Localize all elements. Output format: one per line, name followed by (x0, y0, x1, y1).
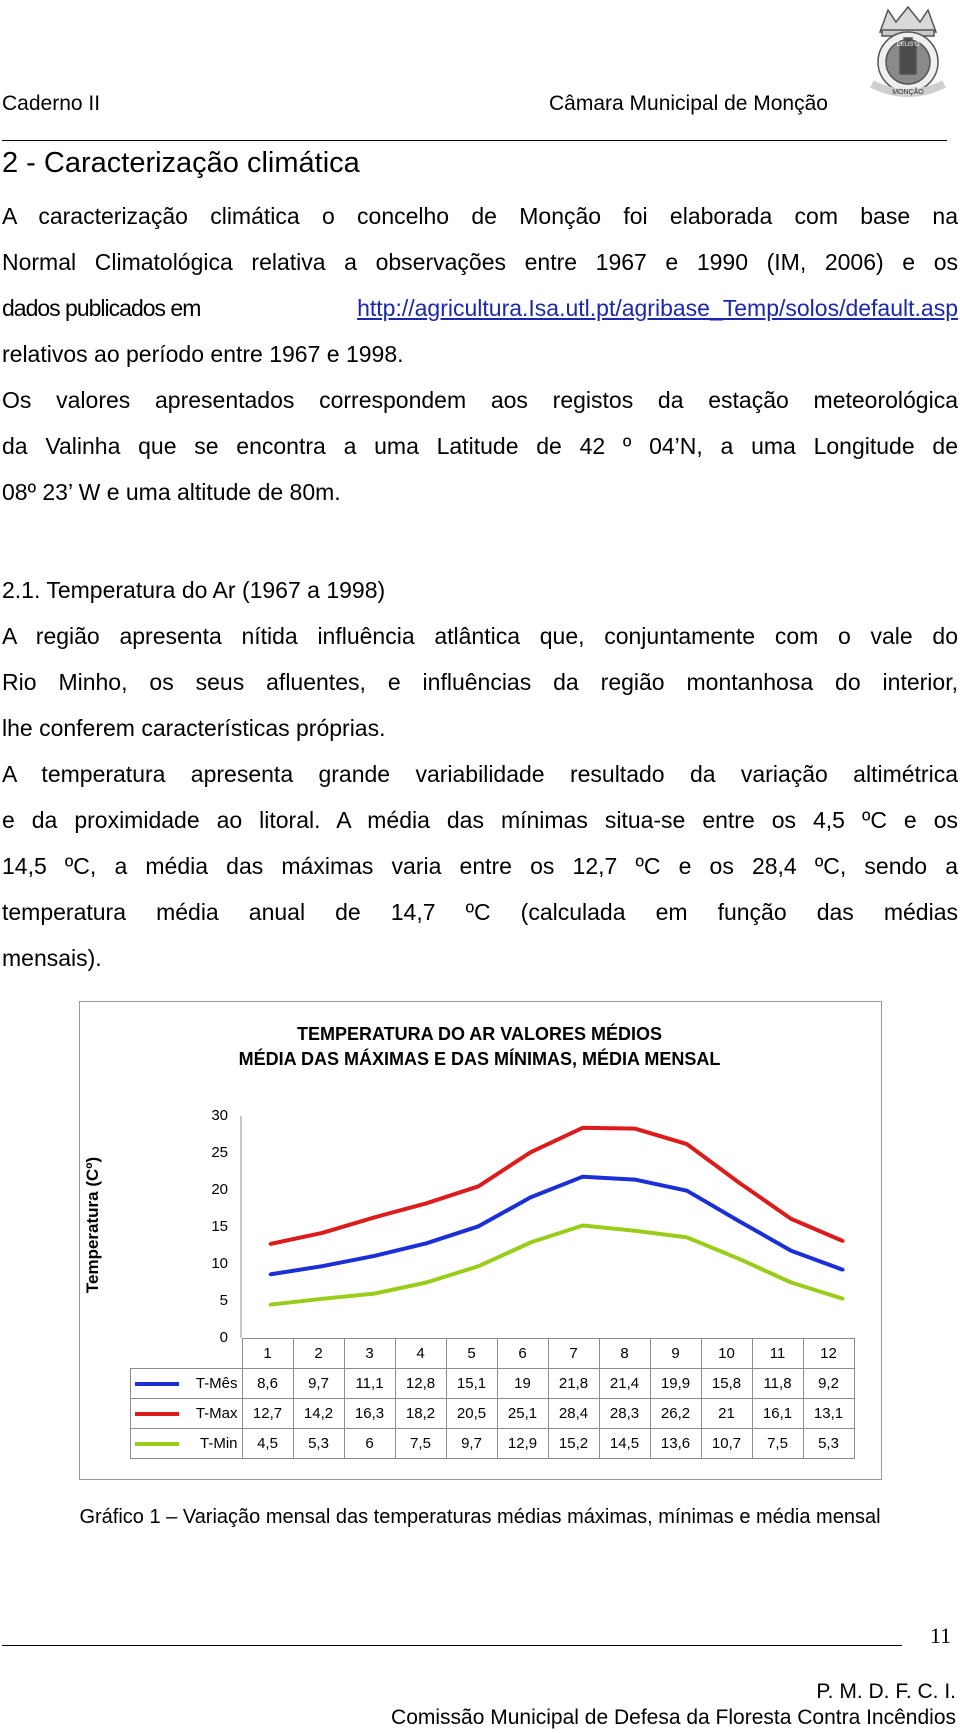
legend-swatch-tmes (135, 1382, 179, 1386)
month-header: 4 (395, 1339, 446, 1369)
municipal-crest-logo (858, 2, 958, 102)
table-row (131, 1399, 855, 1429)
table-cell: 4,5 (242, 1429, 293, 1459)
section-title: 2 - Caracterização climática (2, 147, 360, 179)
intro-paragraph (2, 193, 958, 515)
table-cell: 12,9 (497, 1429, 548, 1459)
footer-acronym: P. M. D. F. C. I. (816, 1680, 956, 1703)
table-cell: 14,5 (599, 1429, 650, 1459)
page-number: 11 (930, 1623, 952, 1648)
intro-line: relativos ao período entre 1967 e 1998. (2, 341, 404, 367)
series-label: T-Min (200, 1435, 238, 1452)
table-cell: 25,1 (497, 1399, 548, 1429)
table-cell: 19,9 (650, 1369, 701, 1399)
legend-swatch-tmin (135, 1442, 179, 1446)
table-cell: 18,2 (395, 1399, 446, 1429)
table-cell: 15,8 (701, 1369, 752, 1399)
table-cell: 15,2 (548, 1429, 599, 1459)
series-legend-cell (131, 1369, 243, 1399)
intro-line-prefix: dados publicados em (2, 295, 201, 321)
y-tick-label: 30 (211, 1107, 228, 1124)
table-corner (131, 1339, 243, 1369)
subsection-title: 2.1. Temperatura do Ar (1967 a 1998) (2, 577, 386, 603)
month-header: 11 (752, 1339, 803, 1369)
month-header: 9 (650, 1339, 701, 1369)
header-left: Caderno II (2, 92, 101, 115)
y-tick-label: 20 (211, 1181, 228, 1198)
series-legend-cell (131, 1399, 243, 1429)
month-header: 1 (242, 1339, 293, 1369)
chart-subtitle: MÉDIA DAS MÁXIMAS E DAS MÍNIMAS, MÉDIA MENSAL (238, 1049, 721, 1069)
table-cell: 28,4 (548, 1399, 599, 1429)
table-row (131, 1429, 855, 1459)
table-cell: 21,4 (599, 1369, 650, 1399)
table-cell: 5,3 (293, 1429, 344, 1459)
table-header-row (131, 1339, 855, 1369)
chart-data-table (130, 1338, 855, 1459)
table-cell: 13,1 (803, 1399, 854, 1429)
table-cell: 6 (344, 1429, 395, 1459)
header-right: Câmara Municipal de Monção (549, 92, 828, 115)
table-cell: 21 (701, 1399, 752, 1429)
table-cell: 16,3 (344, 1399, 395, 1429)
intro-line: Normal Climatológica relativa a observações entre 1967 e 1990 (IM, 2006) e os (2, 249, 958, 275)
series-label: T-Mês (195, 1375, 238, 1392)
chart-title: TEMPERATURA DO AR VALORES MÉDIOS (296, 1024, 662, 1044)
temp-line: temperatura média anual de 14,7 ºC (calculada em função das médias (2, 899, 958, 925)
table-cell: 8,6 (242, 1369, 293, 1399)
temp-line: mensais). (2, 945, 102, 971)
table-cell: 9,7 (446, 1429, 497, 1459)
month-header: 6 (497, 1339, 548, 1369)
temperature-section (2, 567, 958, 981)
intro-line: da Valinha que se encontra a uma Latitude de 42 º 04’N, a uma Longitude de (2, 433, 958, 459)
temp-line: A temperatura apresenta grande variabilidade resultado da variação altimétrica (2, 761, 958, 787)
month-header: 3 (344, 1339, 395, 1369)
table-cell: 11,1 (344, 1369, 395, 1399)
footer-organization: Comissão Municipal de Defesa da Floresta Contra Incêndios (391, 1706, 956, 1729)
month-header: 7 (548, 1339, 599, 1369)
intro-line: Os valores apresentados correspondem aos registos da estação meteorológica (2, 387, 958, 413)
table-cell: 7,5 (395, 1429, 446, 1459)
intro-line: A caracterização climática o concelho de Monção foi elaborada com base na (2, 203, 958, 229)
table-cell: 12,7 (242, 1399, 293, 1429)
table-cell: 26,2 (650, 1399, 701, 1429)
table-cell: 21,8 (548, 1369, 599, 1399)
table-cell: 28,3 (599, 1399, 650, 1429)
table-cell: 9,2 (803, 1369, 854, 1399)
table-cell: 13,6 (650, 1429, 701, 1459)
crest-top-text: DEUS O (896, 42, 920, 48)
table-row (131, 1369, 855, 1399)
intro-line (2, 285, 958, 331)
header-rule (2, 140, 947, 141)
month-header: 2 (293, 1339, 344, 1369)
series-label: T-Max (195, 1405, 238, 1422)
series-legend-cell (131, 1429, 243, 1459)
table-cell: 16,1 (752, 1399, 803, 1429)
y-tick-label: 15 (211, 1218, 228, 1235)
y-tick-label: 0 (219, 1329, 228, 1346)
temp-line: Rio Minho, os seus afluentes, e influências da região montanhosa do interior, (2, 669, 958, 695)
table-cell: 11,8 (752, 1369, 803, 1399)
temp-line: 14,5 ºC, a média das máximas varia entre os 12,7 ºC e os 28,4 ºC, sendo a (2, 853, 958, 879)
y-tick-label: 10 (211, 1255, 228, 1272)
table-cell: 15,1 (446, 1369, 497, 1399)
temp-line: e da proximidade ao litoral. A média das mínimas situa-se entre os 4,5 ºC e os (2, 807, 958, 833)
figure-caption: Gráfico 1 – Variação mensal das temperaturas médias máximas, mínimas e média mensal (79, 1506, 881, 1528)
month-header: 12 (803, 1339, 854, 1369)
temp-line: lhe conferem características próprias. (2, 715, 386, 741)
table-cell: 7,5 (752, 1429, 803, 1459)
table-cell: 10,7 (701, 1429, 752, 1459)
table-cell: 20,5 (446, 1399, 497, 1429)
table-cell: 5,3 (803, 1429, 854, 1459)
footer-rule (2, 1645, 902, 1646)
y-tick-label: 25 (211, 1144, 228, 1161)
y-tick-label: 5 (219, 1292, 228, 1309)
month-header: 10 (701, 1339, 752, 1369)
table-cell: 9,7 (293, 1369, 344, 1399)
legend-swatch-tmax (135, 1412, 179, 1416)
source-link[interactable]: http://agricultura.Isa.utl.pt/agribase_Temp/solos/default.asp (357, 295, 958, 321)
month-header: 8 (599, 1339, 650, 1369)
month-header: 5 (446, 1339, 497, 1369)
crest-banner-text: MONÇÃO (892, 89, 924, 96)
intro-line: 08º 23’ W e uma altitude de 80m. (2, 479, 341, 505)
y-axis-label: Temperatura (Cº) (83, 1156, 102, 1294)
table-cell: 19 (497, 1369, 548, 1399)
table-cell: 12,8 (395, 1369, 446, 1399)
table-cell: 14,2 (293, 1399, 344, 1429)
temp-line: A região apresenta nítida influência atlântica que, conjuntamente com o vale do (2, 623, 958, 649)
